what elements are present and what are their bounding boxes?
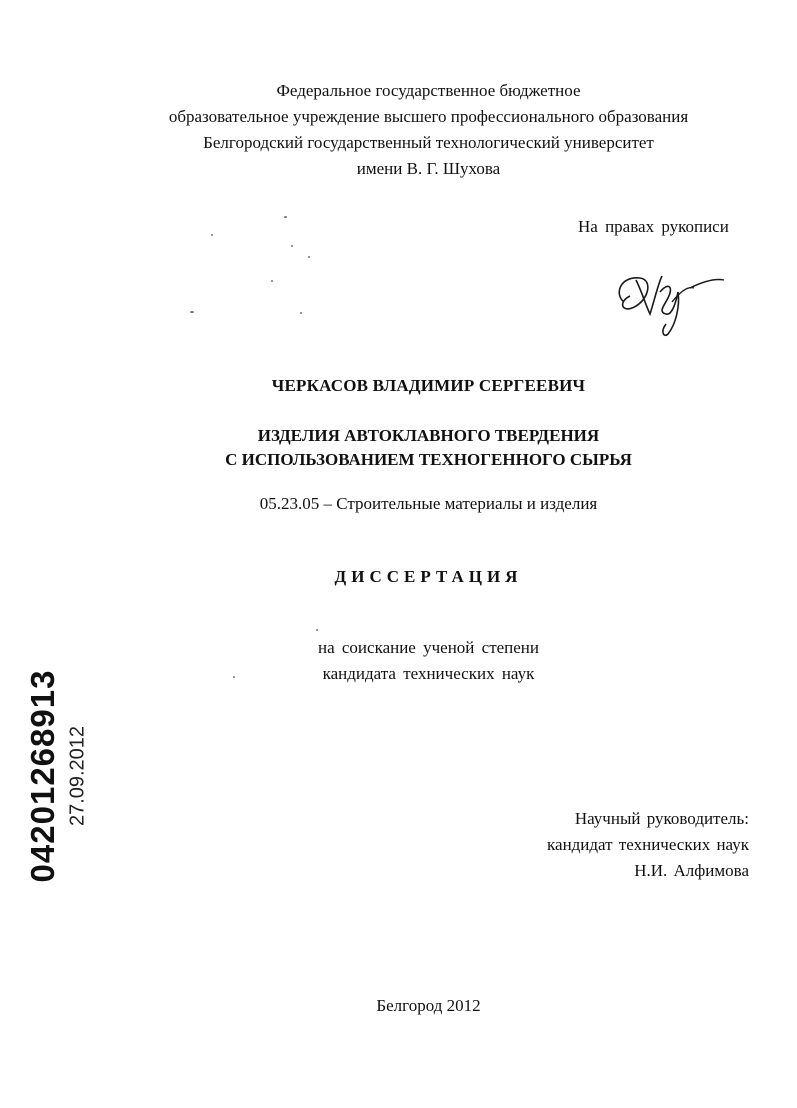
scan-speck — [308, 256, 310, 258]
stamp-date-text: 27.09.2012 — [66, 725, 89, 827]
scan-speck — [233, 676, 235, 678]
manuscript-rights-note: На правах рукописи — [578, 217, 729, 236]
supervisor-label: Научный руководитель: — [574, 809, 749, 828]
degree-line-2: кандидата технических наук — [322, 664, 535, 683]
institution-line-2: образовательное учреждение высшего профессионального образования — [168, 107, 689, 126]
scan-speck — [271, 280, 273, 282]
scan-speck — [211, 234, 213, 236]
scan-speck — [291, 245, 293, 247]
author-name: ЧЕРКАСОВ ВЛАДИМИР СЕРГЕЕВИЧ — [271, 376, 586, 395]
stamp-number-text: 04201268913 — [24, 669, 61, 883]
supervisor-rank: кандидат технических наук — [547, 835, 749, 854]
document-type: ДИССЕРТАЦИЯ — [334, 567, 523, 586]
scan-speck — [190, 311, 194, 313]
scientific-supervisor — [547, 806, 749, 884]
scan-speck — [284, 216, 287, 218]
degree-purpose — [30, 635, 797, 687]
scan-speck — [300, 312, 302, 314]
city-year: Белгород 2012 — [376, 996, 481, 1015]
institution-line-4: имени В. Г. Шухова — [356, 159, 501, 178]
title-line-2: С ИСПОЛЬЗОВАНИЕМ ТЕХНОГЕННОГО СЫРЬЯ — [225, 450, 632, 469]
author-signature — [610, 262, 730, 340]
institution-line-3: Белгородский государственный технологический университет — [203, 133, 654, 152]
dissertation-title — [30, 424, 797, 472]
specialty-code: 05.23.05 – Строительные материалы и изделия — [259, 494, 598, 513]
library-stamp-date — [58, 705, 98, 847]
institution-line-1: Федеральное государственное бюджетное — [276, 81, 581, 100]
supervisor-name: Н.И. Алфимова — [634, 861, 749, 880]
institution-header — [30, 78, 797, 182]
scan-speck — [316, 629, 318, 631]
title-line-1: ИЗДЕЛИЯ АВТОКЛАВНОГО ТВЕРДЕНИЯ — [257, 426, 600, 445]
degree-line-1: на соискание ученой степени — [317, 638, 540, 657]
